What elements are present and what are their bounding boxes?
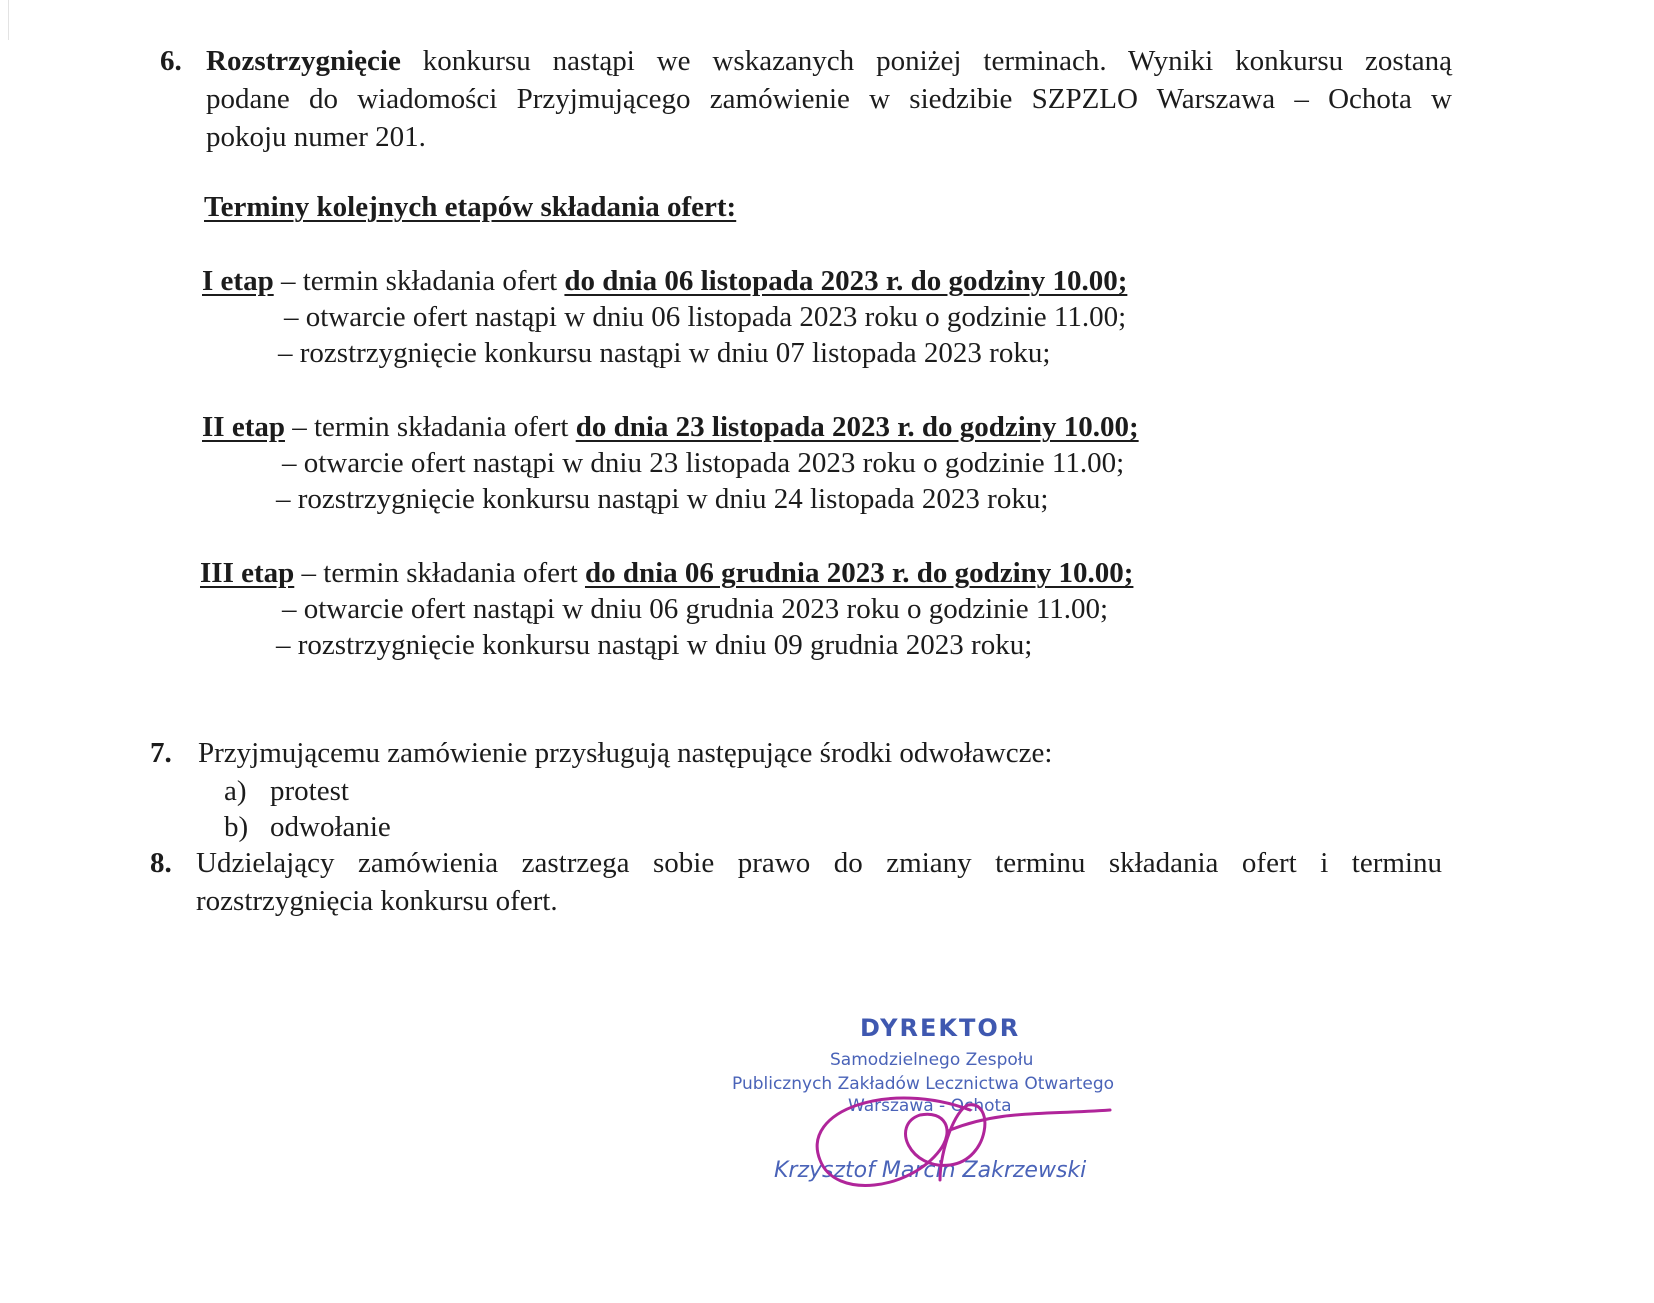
item-7-option-a (224, 772, 349, 810)
stage-3-header (200, 554, 1133, 592)
director-stamp (732, 1014, 1260, 1280)
stage-2-mid: – termin składania ofert (284, 411, 576, 443)
option-b-text: odwołanie (270, 811, 391, 843)
option-a-text: protest (270, 775, 349, 807)
item-7-text: Przyjmującemu zamówienie przysługują następujące środki odwoławcze: (198, 737, 1053, 769)
item-6-line-2: podane do wiadomości Przyjmującego zamówienie w siedzibie SZPZLO Warszawa – Ochota w (206, 83, 1452, 115)
stamp-title: DYREKTOR (860, 1014, 1021, 1042)
stage-1-opening: – otwarcie ofert nastąpi w dniu 06 listopada 2023 roku o godzinie 11.00; (284, 301, 1127, 333)
stage-2-deadline: do dnia 23 listopada 2023 r. do godziny 10.00; (575, 411, 1139, 443)
item-6-line-1 (206, 42, 1452, 80)
item-6-line-3: pokoju numer 201. (206, 121, 426, 153)
stamp-name: Krzysztof Marcin Zakrzewski (774, 1158, 1087, 1183)
option-a-marker: a) (224, 775, 247, 807)
stage-3-opening: – otwarcie ofert nastąpi w dniu 06 grudnia 2023 roku o godzinie 11.00; (282, 593, 1109, 625)
item-6-number: 6. (160, 45, 182, 77)
handwritten-signature-icon (740, 1070, 1260, 1280)
option-b-marker: b) (224, 811, 249, 843)
stages-heading: Terminy kolejnych etapów składania ofert: (204, 191, 737, 223)
item-8-line-2: rozstrzygnięcia konkursu ofert. (196, 885, 558, 917)
stage-2-opening: – otwarcie ofert nastąpi w dniu 23 listopada 2023 roku o godzinie 11.00; (282, 447, 1125, 479)
item-8-line-1: Udzielający zamówienia zastrzega sobie prawo do zmiany terminu składania ofert i terminu (196, 847, 1442, 879)
stage-1-deadline: do dnia 06 listopada 2023 r. do godziny 10.00; (564, 265, 1128, 297)
stage-3-deadline: do dnia 06 grudnia 2023 r. do godziny 10.00; (584, 557, 1134, 589)
item-7-number: 7. (150, 737, 172, 769)
stage-1-header (202, 262, 1127, 300)
item-8-number: 8. (150, 847, 172, 879)
stamp-line-1: Samodzielnego Zespołu (830, 1050, 1034, 1070)
stage-1-result: – rozstrzygnięcie konkursu nastąpi w dniu 07 listopada 2023 roku; (278, 337, 1051, 369)
stage-3-label: III etap (200, 557, 295, 589)
item-6-line-1-rest: konkursu nastąpi we wskazanych poniżej terminach. Wyniki konkursu zostaną (400, 45, 1452, 77)
stage-3-result: – rozstrzygnięcie konkursu nastąpi w dniu 09 grudnia 2023 roku; (276, 629, 1033, 661)
scan-edge (0, 0, 9, 40)
stage-2-label: II etap (202, 411, 285, 443)
item-6-bold-word: Rozstrzygnięcie (206, 45, 401, 77)
stage-2-header (202, 408, 1139, 446)
stamp-line-3: Warszawa - Ochota (848, 1096, 1012, 1116)
stamp-line-2: Publicznych Zakładów Lecznictwa Otwartego (732, 1074, 1115, 1094)
stage-1-label: I etap (202, 265, 274, 297)
item-7-option-b (224, 808, 391, 846)
stage-3-mid: – termin składania ofert (294, 557, 585, 589)
stage-1-mid: – termin składania ofert (273, 265, 565, 297)
stage-2-result: – rozstrzygnięcie konkursu nastąpi w dniu 24 listopada 2023 roku; (276, 483, 1049, 515)
